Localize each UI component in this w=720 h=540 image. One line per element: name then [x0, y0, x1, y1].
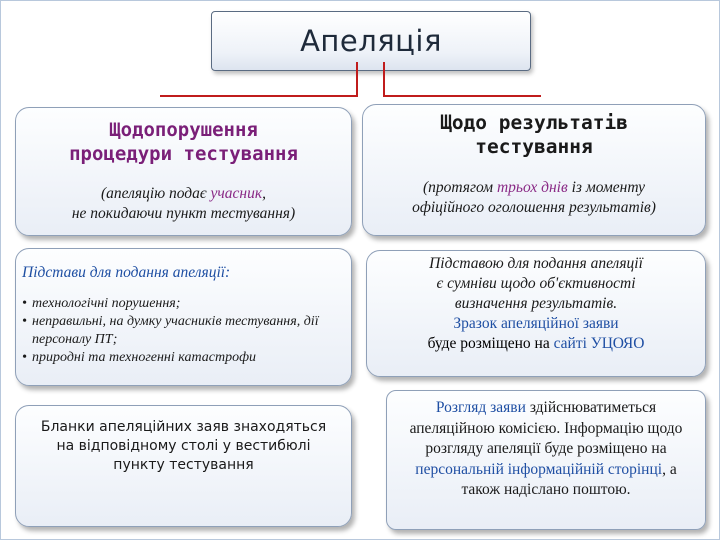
- connector-left-vertical: [356, 62, 358, 96]
- basis-line2: є сумніви щодо об'єктивності: [436, 275, 636, 292]
- connector-left-horizontal: [160, 95, 358, 97]
- left-note-line2: не покидаючи пункт тестування): [71, 205, 296, 222]
- left-note-line1: (апеляцію подає учасник,: [101, 185, 266, 202]
- grounds-title: Підстави для подання апеляції:: [22, 264, 231, 281]
- connector-right-vertical: [383, 62, 385, 96]
- sample-link[interactable]: Зразок апеляційної заяви: [453, 315, 619, 332]
- right-heading-panel: [362, 104, 706, 236]
- basis-line3: визначення результатів.: [454, 295, 618, 312]
- page-title: Апеляція: [300, 24, 442, 58]
- right-note-line2: офіційного оголошення результатів): [412, 199, 656, 216]
- right-heading-line1: Щодо результатів: [440, 111, 628, 134]
- connector-right-horizontal: [383, 95, 541, 97]
- right-basis-panel: [366, 250, 706, 377]
- review-text: Розгляд заяви здійснюватиметься апеляційною комісією. Інформацію щодо розгляду апеляції буде розміщено на персональній інформаційній сторінці, а також надіслано поштою.: [409, 399, 683, 498]
- title-box: [211, 11, 531, 71]
- grounds-item: • природні та техногенні катастрофи: [22, 349, 343, 367]
- right-note-line1: (протягом трьох днів із моменту: [422, 179, 646, 196]
- personal-page-link[interactable]: персональній інформаційній сторінці: [415, 460, 663, 478]
- right-note-highlight: трьох днів: [496, 179, 568, 196]
- left-grounds-panel: [15, 248, 352, 386]
- left-heading-line1: Щодопорушення: [109, 119, 258, 141]
- placement-line: буде розміщено на сайті УЦОЯО: [427, 335, 645, 352]
- left-note-highlight: учасник: [210, 185, 263, 202]
- site-link[interactable]: сайті УЦОЯО: [553, 335, 645, 352]
- grounds-list: [22, 295, 343, 367]
- basis-line1: Підставою для подання апеляції: [429, 255, 643, 272]
- left-heading-panel: [15, 107, 352, 236]
- right-heading-line2: тестування: [475, 135, 593, 158]
- left-forms-panel: [15, 405, 352, 527]
- right-review-panel: [386, 390, 706, 530]
- grounds-item: • технологічні порушення;: [22, 295, 343, 313]
- grounds-item: • неправильні, на думку учасників тестування, дії персоналу ПТ;: [22, 313, 343, 349]
- left-heading-line2: процедури тестування: [69, 143, 298, 165]
- review-link[interactable]: Розгляд заяви: [435, 399, 526, 416]
- forms-text: Бланки апеляційних заяв знаходяться на відповідному столі у вестибюлі пункту тестування: [40, 419, 327, 473]
